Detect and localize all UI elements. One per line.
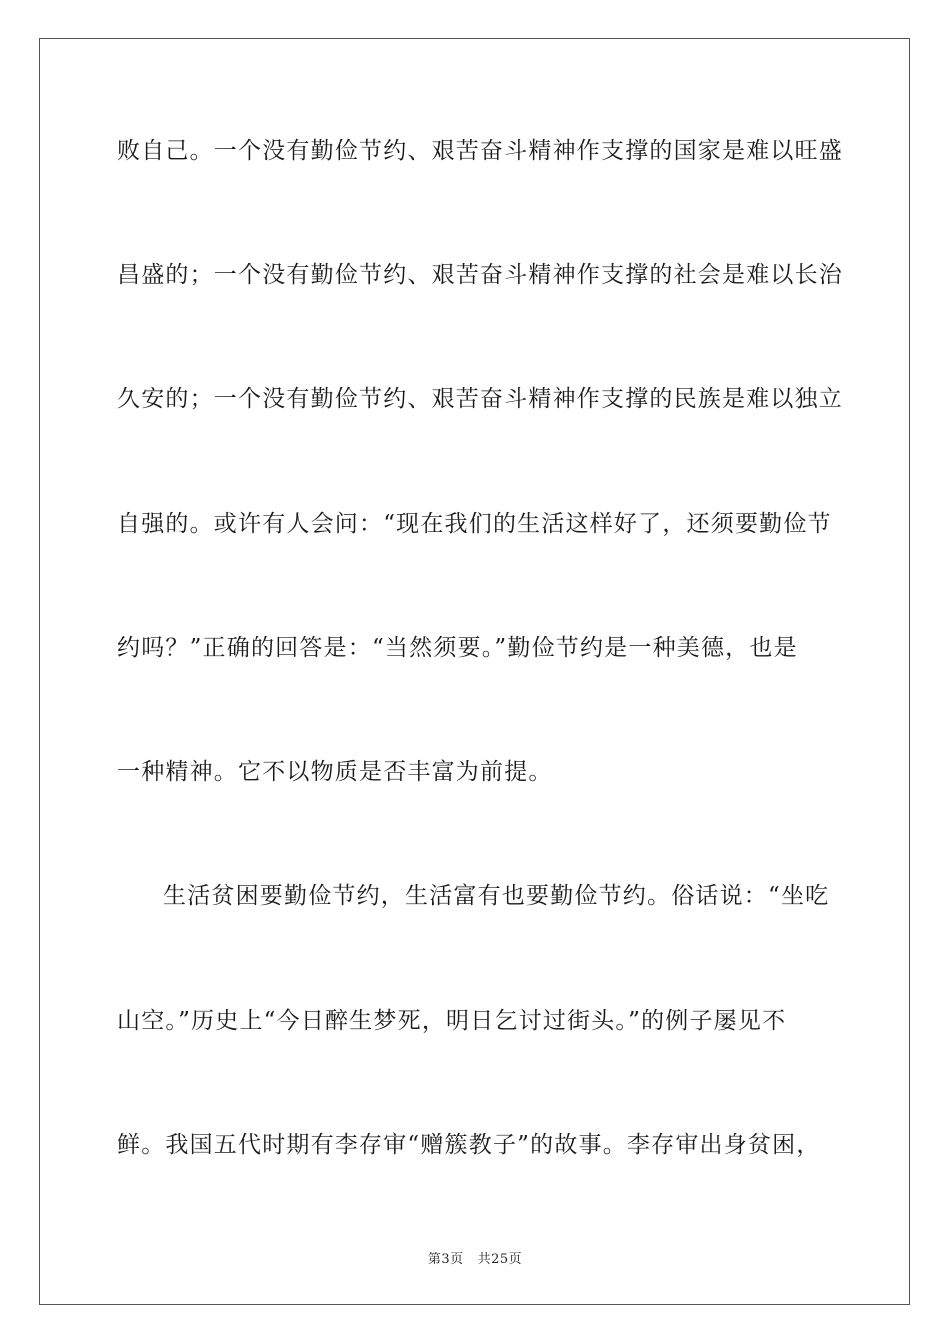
page-number: 第3页	[427, 1252, 464, 1267]
body-text-line: 鲜。我国五代时期有李存审“赠簇教子”的故事。李存审出身贫困，	[117, 1132, 821, 1158]
body-text-line: 约吗？”正确的回答是：“当然须要。”勤俭节约是一种美德，也是	[117, 635, 798, 661]
body-text-line: 一种精神。它不以物质是否丰富为前提。	[117, 759, 553, 785]
body-text-line: 败自己。一个没有勤俭节约、艰苦奋斗精神作支撑的国家是难以旺盛	[117, 138, 843, 164]
body-text-line: 昌盛的；一个没有勤俭节约、艰苦奋斗精神作支撑的社会是难以长治	[117, 262, 843, 288]
page-total: 共25页	[477, 1252, 523, 1267]
page-footer	[0, 1248, 950, 1267]
body-text-line: 自强的。或许有人会问：“现在我们的生活这样好了，还须要勤俭节	[117, 511, 832, 537]
page-border	[39, 38, 910, 1305]
paragraph-first-line: 生活贫困要勤俭节约，生活富有也要勤俭节约。俗话说：“坐吃	[163, 883, 830, 909]
body-text-line: 山空。”历史上“今日醉生梦死，明日乞讨过街头。”的例子屡见不	[117, 1008, 787, 1034]
body-text-line: 久安的；一个没有勤俭节约、艰苦奋斗精神作支撑的民族是难以独立	[117, 386, 843, 412]
